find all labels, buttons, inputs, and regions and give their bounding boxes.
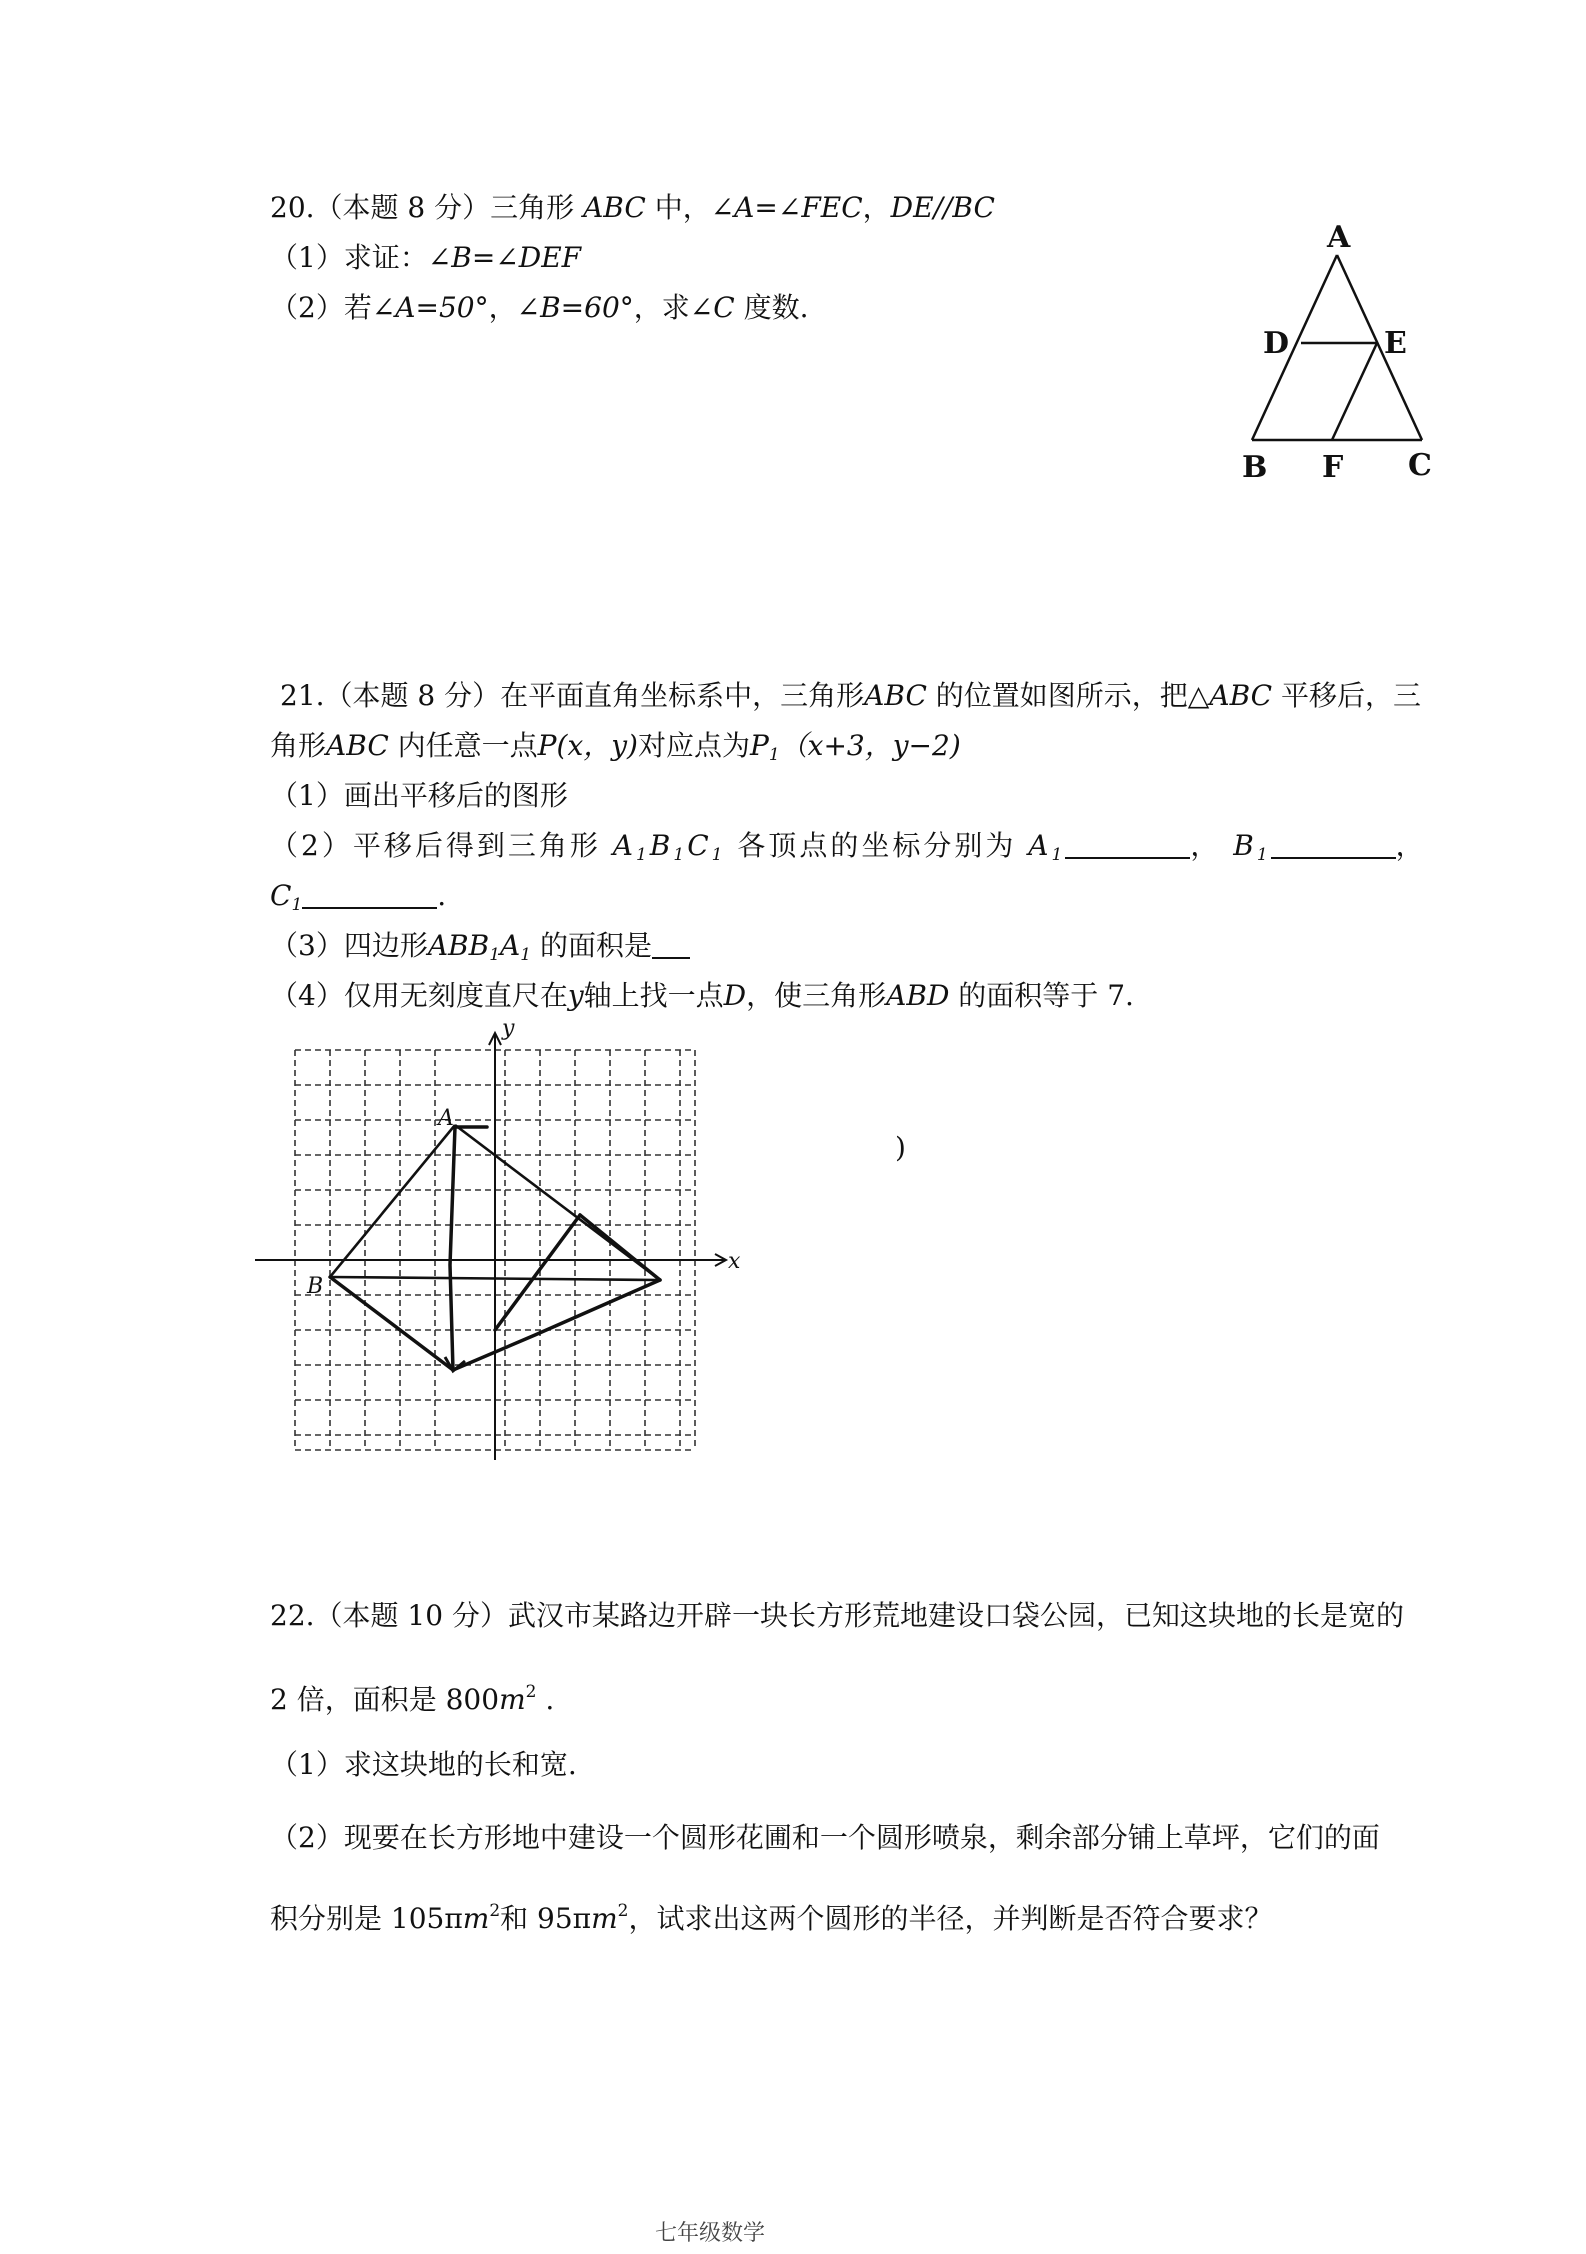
stray-parenthesis: ) (895, 1131, 906, 1164)
point-a-label: A (438, 1106, 454, 1131)
q21-p2-end: . (437, 879, 447, 912)
q21-p2-a1-letter: A (612, 829, 636, 862)
q21-answer-a1-letter: A (1028, 829, 1052, 862)
q22-part2 (270, 1818, 1380, 1858)
q21-p2-c1-letter: C (687, 829, 712, 862)
q20-abc: ABC (583, 191, 646, 224)
answer-blank-a1[interactable] (1065, 829, 1190, 859)
q20-zhong: 中， (645, 191, 711, 224)
q20-p2-tail: ，求 (633, 291, 690, 324)
label-c: C (1408, 448, 1432, 483)
q20-cond1: ∠A=∠FEC (710, 191, 863, 224)
q21-p3-b: 的面积是 (531, 929, 652, 962)
answer-blank-area[interactable] (652, 929, 690, 959)
q22-unit-m-2: m (591, 1902, 618, 1935)
q20-triangle-figure (1230, 220, 1450, 490)
q21-sub1-c: 1 (711, 845, 726, 865)
label-d: D (1263, 326, 1290, 361)
q21-point-p1-sub: 1 (768, 745, 780, 765)
q20-p2-mid: ， (488, 291, 517, 324)
label-f: F (1322, 450, 1344, 485)
q21-point-p1-coords: （x+3，y−2) (779, 729, 961, 762)
answer-blank-b1[interactable] (1271, 829, 1396, 859)
q22-part2-cont (270, 1891, 1272, 1939)
q21-p2-a: （2）平移后得到三角形 (270, 829, 601, 862)
q21-line1-abc2: ABC (1209, 679, 1273, 712)
q21-p4-y: y (567, 979, 584, 1012)
handdrawn-rising-stroke (495, 1215, 580, 1330)
q21-line2-b: 内任意一点 (388, 729, 538, 762)
answer-blank-c1[interactable] (302, 879, 437, 909)
label-b: B (1242, 450, 1268, 485)
triangle-side-ab (330, 1125, 455, 1277)
q20-title (270, 188, 995, 228)
q20-p2-prefix: （2）若 (270, 291, 372, 324)
q21-coordinate-grid[interactable] (250, 1015, 750, 1465)
q22-unit-sq: 2 (525, 1682, 537, 1702)
q21-p2-b1-letter: B (649, 829, 674, 862)
q22-unit-sq-1: 2 (489, 1901, 501, 1921)
q22-line2 (270, 1672, 554, 1720)
q21-answer-c1-sub: 1 (291, 895, 303, 915)
q22-unit-m: m (499, 1683, 526, 1716)
q20-cond2: DE//BC (890, 191, 995, 224)
q21-answer-a1-sub: 1 (1051, 845, 1066, 865)
q21-line1-a: 21.（本题 8 分）在平面直角坐标系中，三角形 (280, 679, 865, 712)
q21-p4-c: ，使三角形 (746, 979, 887, 1012)
q22-unit-sq-2: 2 (617, 1901, 629, 1921)
q22-line2-b: . (536, 1683, 555, 1716)
q21-comma-2: ， (1395, 829, 1427, 862)
q22-line2-a: 2 倍，面积是 800 (270, 1683, 500, 1716)
q20-p1-prefix: （1）求证： (270, 241, 428, 274)
q21-p4-d: D (723, 979, 747, 1012)
q22-unit-m-1: m (462, 1902, 490, 1935)
q21-line2 (270, 726, 961, 775)
q21-sub1-b: 1 (673, 845, 688, 865)
q21-line2-a: 角形 (270, 729, 327, 762)
q21-line2-abc: ABC (326, 729, 389, 762)
q22-line1 (270, 1596, 1404, 1636)
edge-ef (1332, 343, 1377, 440)
q21-answer-b1-letter: B (1233, 829, 1257, 862)
edge-ac (1337, 255, 1422, 440)
q21-p2-b: 各顶点的坐标分别为 (725, 829, 1017, 862)
q20-p2-end: 度数. (734, 291, 809, 324)
q22-p2-text: （2）现要在长方形地中建设一个圆形花圃和一个圆形喷泉，剩余部分铺上草坪，它们的面 (270, 1821, 1380, 1854)
q20-p2-angle-b: ∠B=60° (516, 291, 634, 324)
q21-answer-c1-letter: C (270, 879, 292, 912)
q22-p3-c: ，试求出这两个圆形的半径，并判断是否符合要求？ (628, 1902, 1273, 1935)
q21-point-p1: P (750, 729, 769, 762)
q21-line1-abc: ABC (864, 679, 927, 712)
label-e: E (1384, 326, 1407, 361)
q21-p3-a: （3）四边形 (270, 929, 428, 962)
handdrawn-vertical-stroke (450, 1127, 455, 1370)
q21-point-p-coords: (x，y) (556, 729, 638, 762)
q22-p1-text: （1）求这块地的长和宽. (270, 1748, 577, 1781)
q21-p3-a1-sub: 1 (520, 945, 532, 965)
q21-p3-shape: ABB (427, 929, 490, 962)
q22-p3-b: 和 95π (500, 1902, 592, 1935)
q21-p4-d-tail: 的面积等于 7. (949, 979, 1134, 1012)
q20-part1 (270, 238, 581, 278)
q20-p2-angle-c: ∠C (689, 291, 735, 324)
q21-line1-c: 平移后，三 (1272, 679, 1421, 712)
q21-point-p: P (537, 729, 557, 762)
q21-comma-1: ， (1190, 829, 1222, 862)
q21-p3-b1-sub: 1 (489, 945, 501, 965)
q21-line1-b: 的位置如图所示，把△ (926, 679, 1210, 712)
q22-line1-text: 22.（本题 10 分）武汉市某路边开辟一块长方形荒地建设口袋公园，已知这块地的长是宽的 (270, 1599, 1404, 1632)
q20-p2-angle-a: ∠A=50° (371, 291, 489, 324)
y-axis-label: y (502, 1016, 515, 1041)
q21-p4-abd: ABD (886, 979, 950, 1012)
q21-part1 (270, 776, 568, 816)
q22-p3-a: 积分别是 105π (270, 1902, 463, 1935)
q21-p3-a1-letter: A (500, 929, 521, 962)
q20-part2 (270, 288, 808, 328)
triangle-side-bc (330, 1277, 660, 1280)
q21-part3 (270, 926, 690, 975)
q21-p4-a: （4）仅用无刻度直尺在 (270, 979, 568, 1012)
handdrawn-bottom-stroke (453, 1280, 660, 1370)
q21-part4 (270, 976, 1134, 1016)
q21-line2-c: 对应点为 (637, 729, 750, 762)
q20-header: 20.（本题 8 分）三角形 (270, 191, 575, 224)
q21-part2-cont (270, 876, 446, 925)
page-footer: 七年级数学 (655, 2221, 766, 2246)
q21-p1-text: （1）画出平移后的图形 (270, 779, 568, 812)
label-a: A (1327, 220, 1351, 255)
q21-part2 (270, 826, 1427, 875)
q22-part1 (270, 1745, 577, 1785)
q21-p4-b: 轴上找一点 (583, 979, 724, 1012)
q21-sub1-a: 1 (635, 845, 650, 865)
q20-comma: ， (862, 191, 891, 224)
q20-p1-expr: ∠B=∠DEF (427, 241, 582, 274)
x-axis-label: x (728, 1249, 741, 1274)
point-b-label: B (307, 1274, 324, 1299)
handdrawn-arrowhead (445, 1357, 465, 1371)
q21-line1 (280, 676, 1421, 716)
q21-answer-b1-sub: 1 (1256, 845, 1271, 865)
